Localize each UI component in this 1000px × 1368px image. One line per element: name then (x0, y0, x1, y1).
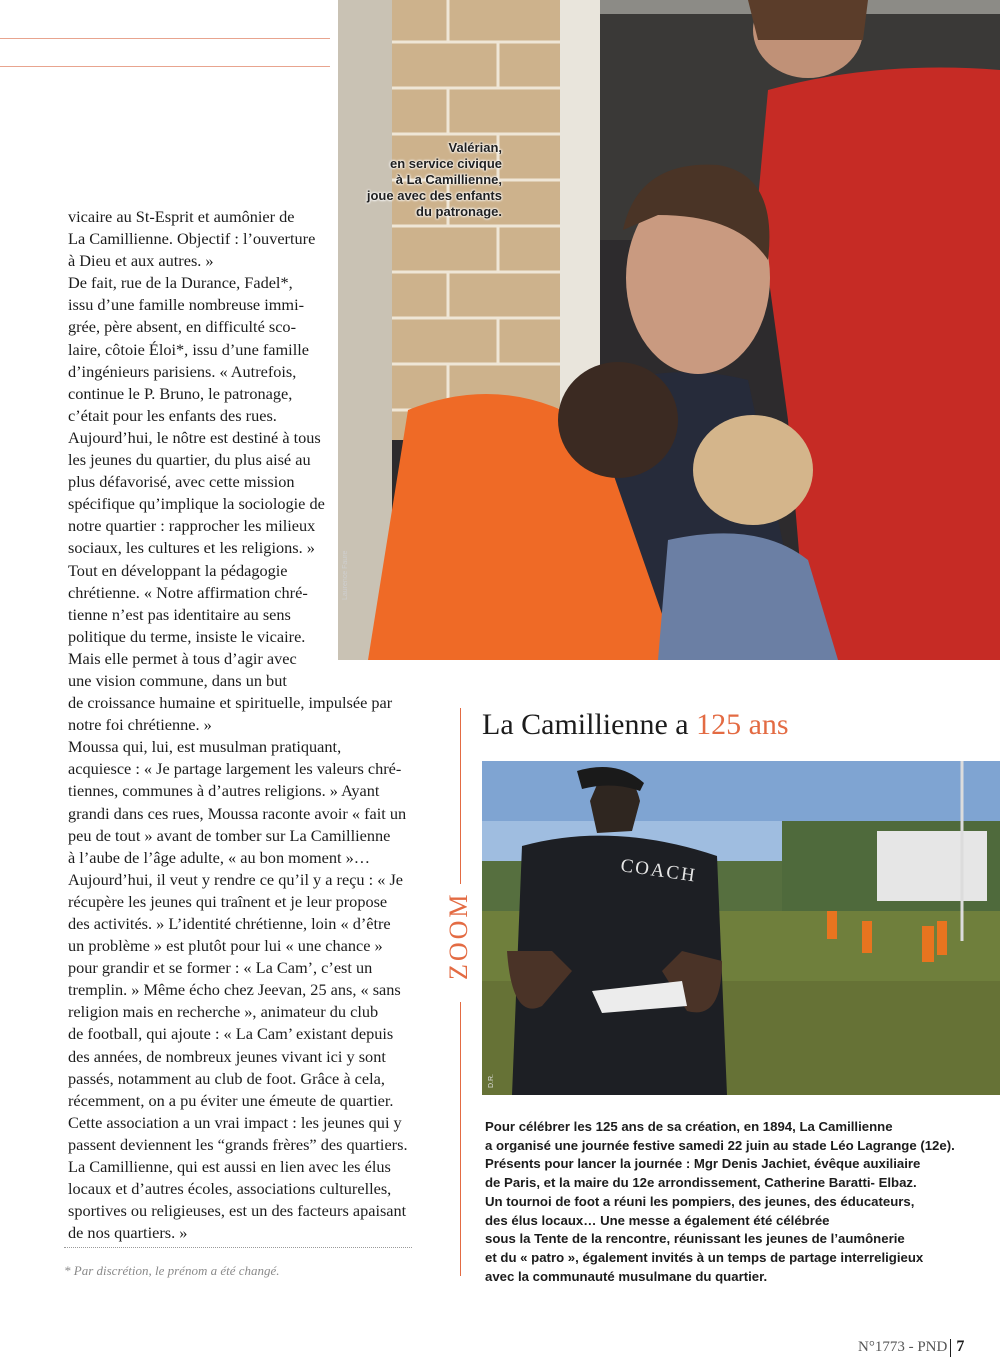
body-line: vicaire au St-Esprit et aumônier de (68, 207, 295, 226)
body-line: passent deviennent les “grands frères” des quartiers. (68, 1134, 408, 1154)
body-line: des années, de nombreux jeunes vivant ici y sont (68, 1046, 386, 1066)
body-line: peu de tout » avant de tomber sur La Camillienne (68, 825, 391, 845)
caption-line: a organisé une journée festive samedi 22 juin au stade Léo Lagrange (12e). (485, 1137, 955, 1153)
body-line: un problème » est plutôt pour lui « une chance » (68, 936, 383, 956)
caption-line: de Paris, et la maire du 12e arrondissement, Catherine Baratti- Elbaz. (485, 1175, 917, 1191)
body-line: tiennes, communes à d’autres religions. » Ayant (68, 781, 380, 801)
body-line: grée, père absent, en difficulté sco- (68, 317, 296, 337)
zoom-title (482, 708, 789, 742)
zoom-label: ZOOM (444, 891, 473, 980)
body-line: issu d’une famille nombreuse immi- (68, 295, 305, 315)
zoom-rule (460, 708, 461, 884)
body-line: Tout en développant la pédagogie (68, 560, 288, 580)
top-rule (0, 38, 330, 39)
caption-line: sous la Tente de la rencontre, réunissant les jeunes de l’aumônerie (485, 1231, 905, 1247)
folio-separator (950, 1339, 951, 1357)
body-line: une vision commune, dans un but (68, 670, 287, 690)
body-line: de croissance humaine et spirituelle, impulsée par (68, 693, 393, 713)
caption-line: Présents pour lancer la journée : Mgr Denis Jachiet, évêque auxiliaire (485, 1156, 921, 1172)
body-line: chrétienne. « Notre affirmation chré- (68, 582, 308, 602)
body-line: les jeunes du quartier, du plus aisé au (68, 450, 311, 470)
zoom-caption (485, 1118, 960, 1286)
zoom-rule (460, 1002, 461, 1276)
body-line: Moussa qui, lui, est musulman pratiquant, (68, 737, 342, 757)
caption-line: Valérian, (448, 140, 502, 155)
body-line: sociaux, les cultures et les religions. » (68, 538, 315, 558)
caption-line: en service civique (389, 156, 502, 171)
caption-line: et du « patro », également invités à un temps de partage interreligieux (485, 1249, 924, 1265)
folio (858, 1338, 964, 1357)
body-line: De fait, rue de la Durance, Fadel*, (68, 273, 293, 293)
photo-credit: D.R. (488, 1074, 495, 1088)
body-line: La Camillienne, qui est aussi en lien avec les élus (68, 1157, 391, 1177)
body-line: Cette association a un vrai impact : les jeunes qui y (68, 1112, 402, 1132)
caption-line: à La Camillienne, (395, 172, 502, 187)
body-line: pour grandir et se former : « La Cam’, c’est un (68, 958, 373, 978)
body-line: d’ingénieurs parisiens. « Autrefois, (68, 361, 297, 381)
body-line: récupère les jeunes qui traînent et je leur propose (68, 891, 388, 911)
body-line: acquiesce : « Je partage largement les valeurs chré- (68, 759, 402, 779)
body-line: notre foi chrétienne. » (68, 715, 212, 735)
body-line: La Camillienne. Objectif : l’ouverture (68, 229, 316, 249)
article-body (68, 206, 412, 1244)
body-line: tremplin. » Même écho chez Jeevan, 25 ans, « sans (68, 980, 401, 1000)
body-line: des activités. » L’identité chrétienne, loin « d’être (68, 914, 391, 933)
caption-line: joue avec des enfants (366, 188, 502, 203)
zoom-title-accent: 125 ans (696, 708, 789, 741)
footnote: * Par discrétion, le prénom a été changé. (64, 1263, 280, 1278)
body-line: grandi dans ces rues, Moussa raconte avoir « fait un (68, 803, 407, 823)
body-line: laire, côtoie Éloi*, issu d’une famille (68, 339, 309, 359)
body-line: locaux et d’autres écoles, associations culturelles, (68, 1179, 392, 1199)
body-line: à Dieu et aux autres. » (68, 251, 214, 271)
body-line: spécifique qu’implique la sociologie de (68, 494, 325, 514)
caption-line: du patronage. (416, 204, 502, 219)
body-line: tienne n’est pas identitaire au sens (68, 604, 291, 624)
body-line: sportives ou religieuses, est un des facteurs apaisant (68, 1201, 407, 1221)
body-line: politique du terme, insiste le vicaire. (68, 626, 306, 646)
top-rule (0, 66, 330, 67)
body-line: notre quartier : rapprocher les milieux (68, 516, 316, 536)
body-line: à l’aube de l’âge adulte, « au bon moment »… (68, 847, 371, 867)
caption-line: des élus locaux… Une messe a également été célébrée (485, 1212, 830, 1228)
body-line: c’était pour les enfants des rues. (68, 405, 277, 425)
caption-line: Pour célébrer les 125 ans de sa création, en 1894, La Camillienne (485, 1119, 893, 1134)
caption-line: Un tournoi de foot a réuni les pompiers, des jeunes, des éducateurs, (485, 1193, 915, 1209)
zoom-title-main: La Camillienne a (482, 708, 697, 741)
photo-valerian-with-children (338, 0, 1000, 660)
body-line: Aujourd’hui, le nôtre est destiné à tous (68, 427, 321, 447)
body-line: plus défavorisé, avec cette mission (68, 472, 295, 492)
body-line: récemment, on a pu éviter une émeute de quartier. (68, 1090, 394, 1110)
footnote-divider (64, 1247, 412, 1248)
photo-coach-stadium (482, 761, 1000, 1095)
page-number: 7 (956, 1338, 965, 1355)
photo-credit: Laurence Faure (342, 550, 349, 600)
coach-text: COACH (619, 855, 698, 887)
body-line: Mais elle permet à tous d’agir avec (68, 648, 297, 668)
body-line: passés, notamment au club de foot. Grâce à cela, (68, 1068, 385, 1088)
caption-line: avec la communauté musulmane du quartier. (485, 1268, 768, 1284)
body-line: de nos quartiers. » (68, 1223, 188, 1243)
body-line: Aujourd’hui, il veut y rendre ce qu’il y a reçu : « Je (68, 869, 404, 889)
issue-number: N°1773 - PND (858, 1339, 948, 1355)
body-line: de football, qui ajoute : « La Cam’ existant depuis (68, 1024, 394, 1044)
body-line: continue le P. Bruno, le patronage, (68, 383, 293, 403)
body-line: religion mais en recherche », animateur du club (68, 1002, 379, 1022)
